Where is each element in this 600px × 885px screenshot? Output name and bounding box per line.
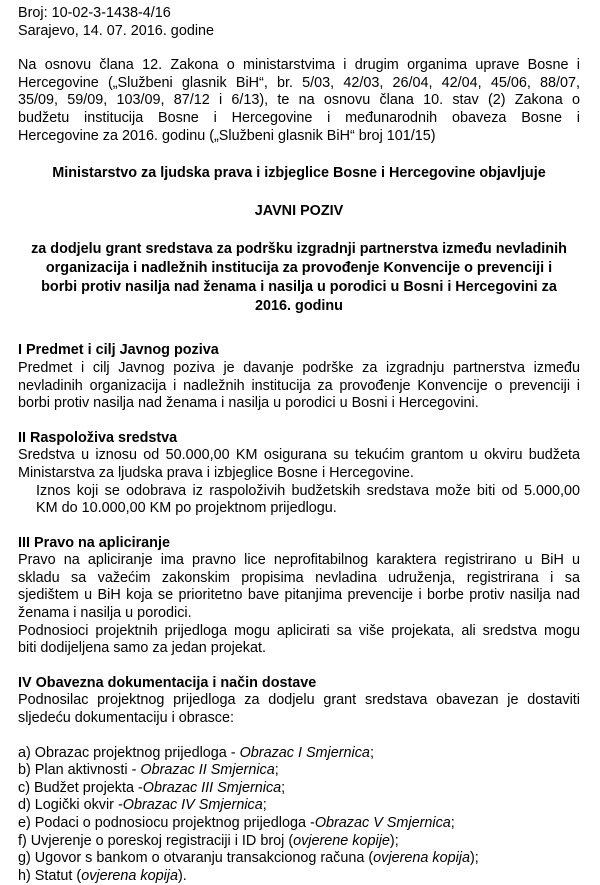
preamble-line: 35/09, 59/09, 103/09, 87/12 i 6/13), te na osnovu člana 10. stav (2) Zakona o — [18, 92, 580, 109]
section-line: sjedištem u BiH koja se prioritetno bave pitanjima prevencije i borbe protiv nasilja nad — [18, 587, 580, 604]
preamble-line: budžetu institucija Bosne i Hercegovine i međunarodnih obaveza Bosne i — [18, 109, 580, 126]
section-line: KM do 10.000,00 KM po projektnom prijedlogu. — [36, 500, 337, 517]
list-item: d) Logički okvir -Obrazac IV Smjernica; — [18, 797, 267, 814]
section-title: IV Obavezna dokumentacija i način dostave — [18, 674, 317, 691]
section-line: skladu sa važećim zakonskim propisima nevladina udruženja, registrirana i sa — [18, 569, 580, 586]
section-title: I Predmet i cilj Javnog poziva — [18, 342, 219, 359]
section-line: Pravo na apliciranje ima pravno lice neprofitabilnog karaktera registrirano u BiH u — [18, 552, 580, 569]
list-item: g) Ugovor s bankom o otvaranju transakcionog računa (ovjerena kopija); — [18, 850, 479, 867]
document-number: Broj: 10-02-3-1438-4/16 — [18, 5, 171, 21]
section-line: Podnosioci projektnih prijedloga mogu aplicirati sa više projekata, ali sredstva mogu — [18, 622, 580, 639]
section-line: biti dodijeljena samo za jedan projekat. — [18, 640, 266, 657]
preamble — [18, 57, 580, 145]
preamble-line: Na osnovu člana 12. Zakona o ministarstvima i drugim organima uprave Bosne i — [18, 57, 580, 74]
preamble-line: Hercegovine („Službeni glasnik BiH“, br. 5/03, 42/03, 26/04, 42/04, 45/06, 88/07, — [18, 74, 580, 91]
section-line: ženama i nasilja u porodici. — [18, 605, 192, 622]
list-item: b) Plan aktivnosti - Obrazac II Smjernica; — [18, 762, 279, 779]
list-item: c) Budžet projekta -Obrazac III Smjernica; — [18, 779, 286, 796]
section-line: Predmet i cilj Javnog poziva je davanje podrške za izgradnju partnerstva između — [18, 359, 580, 376]
section-2 — [18, 430, 580, 518]
section-line: Sredstva u iznosu od 50.000,00 KM osigurana su tekućim grantom u okviru budžeta — [18, 447, 580, 464]
document-header — [18, 5, 580, 40]
document-place-date: Sarajevo, 14. 07. 2016. godine — [18, 22, 215, 39]
subtitle-line: za dodjelu grant sredstava za podršku izgradnji partnerstva između nevladinih — [31, 241, 567, 258]
section-1 — [18, 342, 580, 412]
list-item: h) Statut (ovjerena kopija). — [18, 867, 187, 884]
subtitle-line: borbi protiv nasilja nad ženama i nasilja u porodici u Bosni i Hercegovini za — [41, 279, 557, 296]
section-line: sljedeću dokumentaciju i obrasce: — [18, 710, 234, 727]
required-documents-list — [18, 745, 580, 885]
section-line: nevladinih organizacija i nadležnih institucija za provođenje Konvencije o prevenciji i — [18, 377, 580, 394]
section-line: Iznos koji se odobrava iz raspoloživih budžetskih sredstava može biti od 5.000,00 — [36, 482, 580, 499]
list-item: f) Uvjerenje o poreskoj registraciji i ID broj (ovjerene kopije); — [18, 832, 399, 849]
section-3 — [18, 535, 580, 658]
announcer-line: Ministarstvo za ljudska prava i izbjeglice Bosne i Hercegovine objavljuje — [52, 165, 546, 182]
list-item: a) Obrazac projektnog prijedloga - Obrazac I Smjernica; — [18, 744, 374, 761]
preamble-line: Hercegovine za 2016. godinu („Službeni glasnik BiH“ broj 101/15) — [18, 127, 436, 144]
section-line: borbi protiv nasilja nad ženama i nasilja u porodici u Bosni i Hercegovini. — [18, 395, 479, 412]
section-line: Podnosilac projektnog prijedloga za dodjelu grant sredstava obavezan je dostaviti — [18, 692, 580, 709]
subtitle-line: organizacija i nadležnih institucija za provođenje Konvencije o prevenciji i — [45, 260, 553, 277]
subtitle-line: 2016. godinu — [255, 298, 343, 315]
section-line: Ministarstva za ljudska prava i izbjeglice Bosne i Hercegovine. — [18, 464, 414, 481]
list-item: e) Podaci o podnosiocu projektnog prijedloga -Obrazac V Smjernica; — [18, 815, 455, 831]
section-title: III Pravo na apliciranje — [18, 534, 170, 551]
section-4 — [18, 675, 580, 885]
section-title: II Raspoloživa sredstva — [18, 429, 178, 446]
document-title: JAVNI POZIV — [254, 202, 344, 219]
document-subtitle — [18, 240, 580, 316]
